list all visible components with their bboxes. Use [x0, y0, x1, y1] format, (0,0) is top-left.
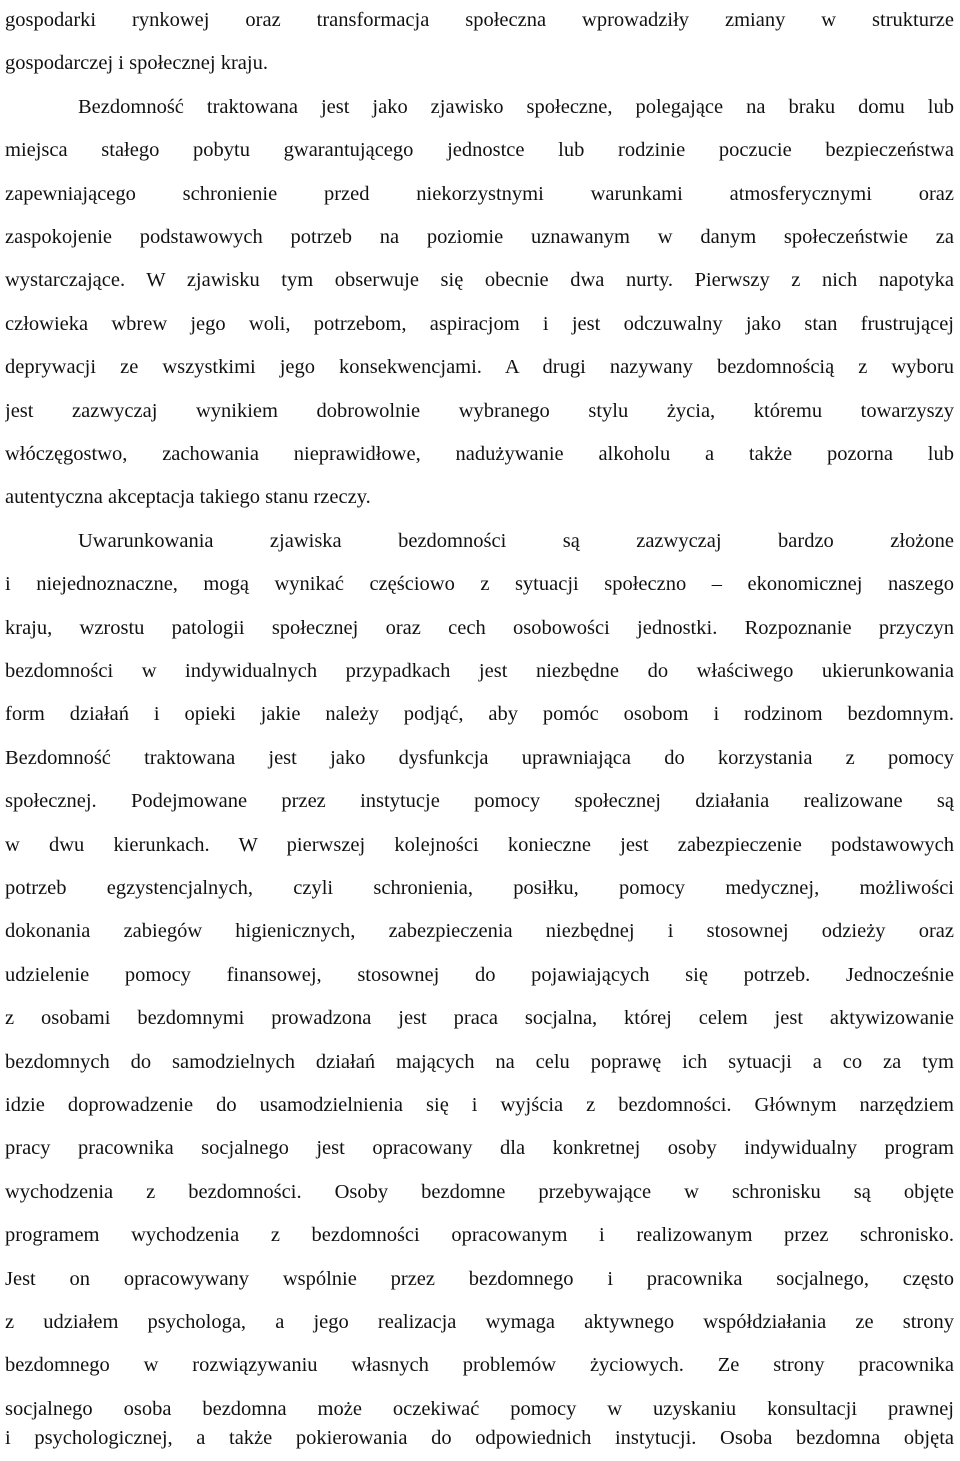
text-line: pracy pracownika socjalnego jest opracowany dla konkretnej osoby indywidualny program [5, 1137, 954, 1160]
text-line: gospodarczej i społecznej kraju. [5, 52, 268, 75]
text-line: z udziałem psychologa, a jego realizacja wymaga aktywnego współdziałania ze strony [5, 1311, 954, 1333]
text-line: form działań i opieki jakie należy podjąć, aby pomóc osobom i rodzinom bezdomnym. [5, 703, 954, 726]
text-line: i niejednoznaczne, mogą wynikać częściowo z sytuacji społeczno – ekonomicznej naszego [5, 573, 954, 596]
text-line: zaspokojenie podstawowych potrzeb na poziomie uznawanym w danym społeczeństwie za [5, 226, 954, 248]
text-line: bezdomnego w rozwiązywaniu własnych problemów życiowych. Ze strony pracownika [5, 1354, 954, 1377]
text-line: socjalnego osoba bezdomna może oczekiwać pomocy w uzyskaniu konsultacji prawnej [5, 1397, 954, 1420]
text-line: idzie doprowadzenie do usamodzielnienia się i wyjścia z bezdomności. Głównym narzędziem [5, 1094, 954, 1116]
text-line: zapewniającego schronienie przed niekorzystnymi warunkami atmosferycznymi oraz [5, 182, 954, 205]
text-line: deprywacji ze wszystkimi jego konsekwencjami. A drugi nazywany bezdomnością z wyboru [5, 356, 954, 379]
text-line: dokonania zabiegów higienicznych, zabezpieczenia niezbędnej i stosownej odzieży oraz [5, 920, 954, 943]
text-line: Bezdomność traktowana jest jako dysfunkcja uprawniająca do korzystania z pomocy [5, 746, 954, 769]
text-line: kraju, wzrostu patologii społecznej oraz cech osobowości jednostki. Rozpoznanie przyczyn [5, 616, 954, 639]
text-line: Uwarunkowania zjawiska bezdomności są zazwyczaj bardzo złożone [78, 529, 954, 552]
text-line: miejsca stałego pobytu gwarantującego jednostce lub rodzinie poczucie bezpieczeństwa [5, 139, 954, 162]
text-line: wystarczające. W zjawisku tym obserwuje się obecnie dwa nurty. Pierwszy z nich napotyka [5, 269, 954, 292]
text-line: wychodzenia z bezdomności. Osoby bezdomne przebywające w schronisku są objęte [5, 1180, 954, 1203]
text-line: udzielenie pomocy finansowej, stosownej do pojawiających się potrzeb. Jednocześnie [5, 963, 954, 986]
text-line: programem wychodzenia z bezdomności opracowanym i realizowanym przez schronisko. [5, 1224, 954, 1247]
text-line: włóczęgostwo, zachowania nieprawidłowe, nadużywanie alkoholu a także pozorna lub [5, 443, 954, 465]
text-line: Bezdomność traktowana jest jako zjawisko społeczne, polegające na braku domu lub [78, 95, 954, 118]
text-line: bezdomności w indywidualnych przypadkach jest niezbędne do właściwego ukierunkowania [5, 660, 954, 682]
text-line: bezdomnych do samodzielnych działań mających na celu poprawę ich sytuacji a co za tym [5, 1050, 954, 1073]
text-line: i psychologicznej, a także pokierowania do odpowiednich instytucji. Osoba bezdomna objęta [5, 1427, 954, 1449]
text-line: z osobami bezdomnymi prowadzona jest praca socjalna, której celem jest aktywizowanie [5, 1007, 954, 1030]
text-line: społecznej. Podejmowane przez instytucje pomocy społecznej działania realizowane są [5, 790, 954, 813]
text-line: w dwu kierunkach. W pierwszej kolejności konieczne jest zabezpieczenie podstawowych [5, 833, 954, 856]
text-line: jest zazwyczaj wynikiem dobrowolnie wybranego stylu życia, któremu towarzyszy [5, 399, 954, 422]
text-line: Jest on opracowywany wspólnie przez bezdomnego i pracownika socjalnego, często [5, 1267, 954, 1290]
text-line: człowieka wbrew jego woli, potrzebom, aspiracjom i jest odczuwalny jako stan frustrującej [5, 312, 954, 335]
text-line: autentyczna akceptacja takiego stanu rzeczy. [5, 486, 371, 509]
text-line: gospodarki rynkowej oraz transformacja społeczna wprowadziły zmiany w strukturze [5, 9, 954, 31]
text-line: potrzeb egzystencjalnych, czyli schronienia, posiłku, pomocy medycznej, możliwości [5, 877, 954, 899]
